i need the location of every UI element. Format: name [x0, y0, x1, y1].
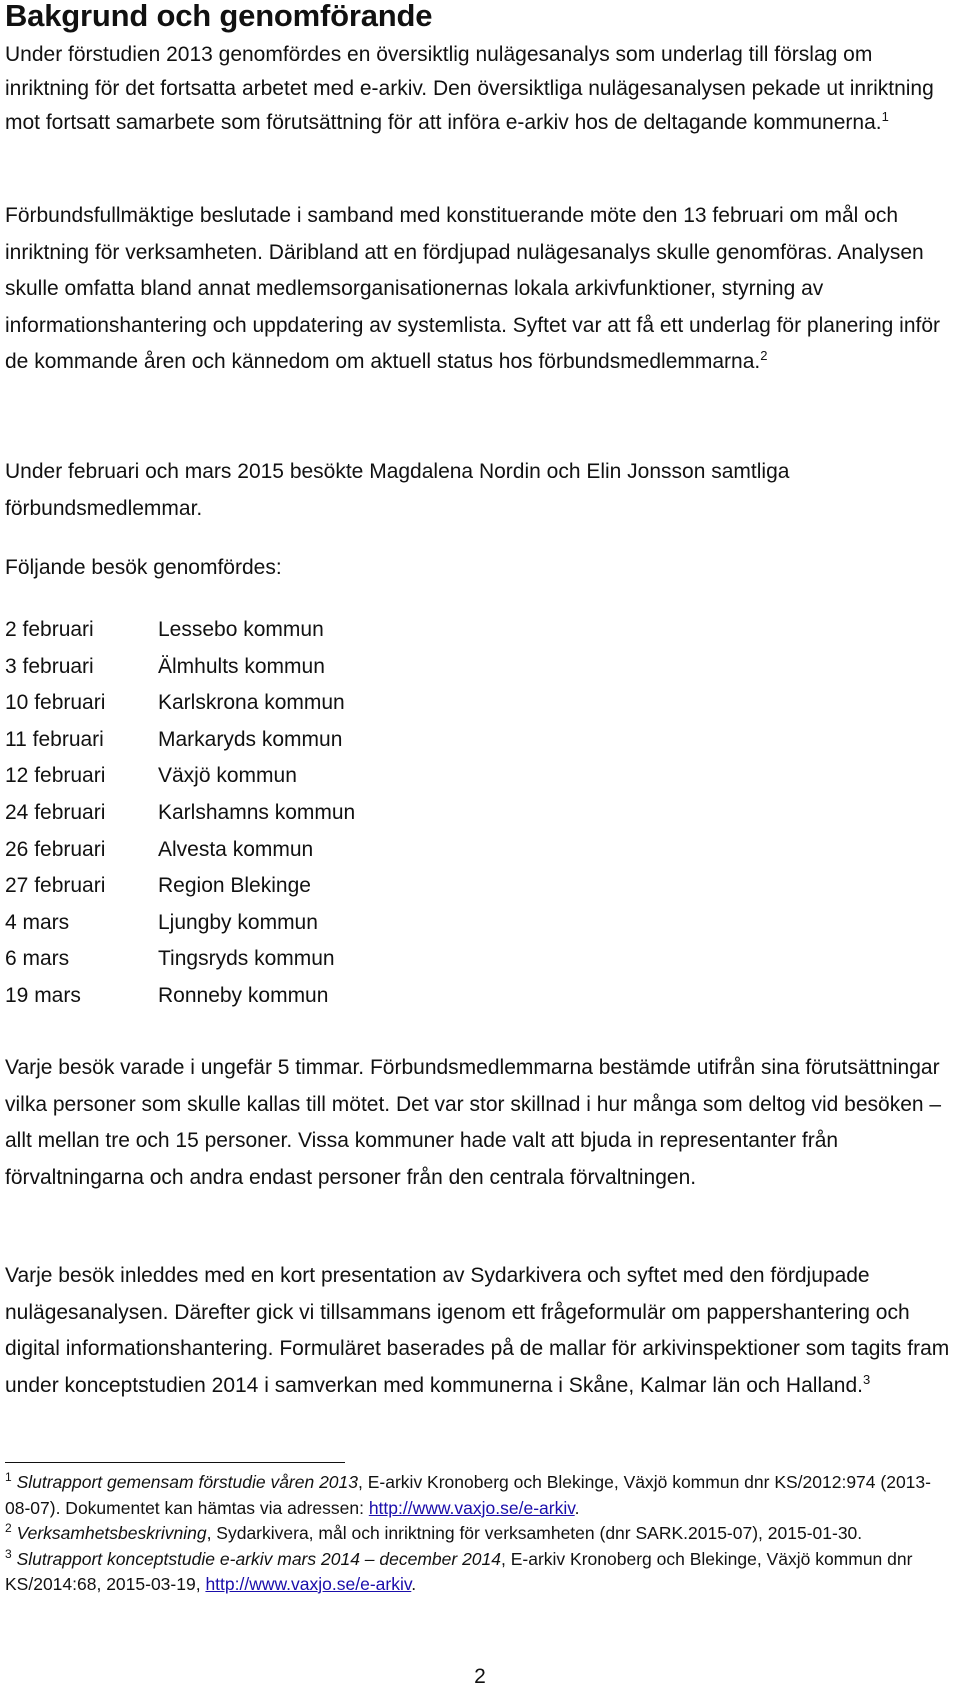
visit-date: 24 februari	[5, 800, 106, 824]
visit-place: Region Blekinge	[158, 874, 311, 898]
visit-place: Tingsryds kommun	[158, 947, 335, 971]
visit-row	[5, 941, 605, 978]
footnote-ref-2[interactable]: 2	[760, 348, 768, 363]
footnote-number: 2	[5, 1521, 12, 1536]
footnote-ref-1[interactable]: 1	[881, 109, 889, 124]
visit-row	[5, 795, 605, 832]
paragraph-visit-duration: Varje besök varade i ungefär 5 timmar. Förbundsmedlemmarna bestämde utifrån sina förutsättningar vilka personer som skulle kallas till mötet. Det var stor skillnad i hur många som deltog vid besöken – allt mellan tre och 15 personer. Vissa kommuner hade valt att bjuda in representanter från förvaltningarna och andra endast personer från den centrala förvaltningen.	[5, 1056, 942, 1189]
visit-place: Ljungby kommun	[158, 910, 318, 934]
visit-date: 3 februari	[5, 654, 94, 678]
footnote-title: Verksamhetsbeskrivning	[16, 1523, 207, 1543]
visit-row	[5, 685, 605, 722]
visit-row	[5, 868, 605, 905]
paragraph-intro	[5, 38, 955, 140]
footnote-text: , Sydarkivera, mål och inriktning för verksamheten (dnr SARK.2015-07), 2015-01-30.	[206, 1523, 863, 1543]
visit-row	[5, 649, 605, 686]
footnote-end: .	[411, 1574, 417, 1594]
paragraph-visits-intro: Under februari och mars 2015 besökte Magdalena Nordin och Elin Jonsson samtliga förbundsmedlemmar.	[5, 460, 790, 520]
visit-place: Karlshamns kommun	[158, 800, 356, 824]
visit-place: Alvesta kommun	[158, 837, 314, 861]
footnote-number: 3	[5, 1546, 12, 1561]
visit-date: 27 februari	[5, 874, 106, 898]
visit-date: 6 mars	[5, 947, 70, 971]
visit-row	[5, 612, 605, 649]
visit-place: Markaryds kommun	[158, 727, 343, 751]
footnote-divider	[5, 1462, 345, 1463]
footnote-title: Slutrapport gemensam förstudie våren 2013	[16, 1472, 359, 1492]
page-number: 2	[474, 1665, 486, 1688]
paragraph-visit-content	[5, 1258, 955, 1404]
paragraph-decision-text: Förbundsfullmäktige beslutade i samband med konstituerande möte den 13 februari om mål och inriktning för verksamheten. Däribland att en fördjupad nulägesanalys skulle genomföras. Analysen skulle omfatta bland annat medlemsorganisationernas lokala arkivfunktioner, styrning av informationshantering och uppdatering av systemlista. Syftet var att få ett underlag för planering inför de kommande åren och kännedom om aktuell status hos förbundsmedlemmarna.	[5, 204, 941, 373]
visit-date: 11 februari	[5, 727, 104, 751]
visit-row	[5, 722, 605, 759]
paragraph-visits-label: Följande besök genomfördes:	[5, 556, 282, 579]
footnote-number: 1	[5, 1470, 12, 1485]
visit-date: 2 februari	[5, 618, 94, 641]
visit-place: Älmhults kommun	[158, 654, 325, 678]
paragraph-intro-text: Under förstudien 2013 genomfördes en översiktlig nulägesanalys som underlag till förslag om inriktning för det fortsatta arbetet med e-arkiv. Den översiktliga nulägesanalysen pekade ut inriktning mot fortsatt samarbete som förutsättning för att införa e-arkiv hos de deltagande kommunerna.	[5, 43, 934, 134]
footnote-3	[5, 1547, 955, 1598]
footnote-ref-3[interactable]: 3	[862, 1371, 871, 1387]
footnotes	[5, 1470, 955, 1598]
footnote-1	[5, 1470, 955, 1521]
visit-row	[5, 905, 605, 942]
footnote-title: Slutrapport konceptstudie e-arkiv mars 2014 – december 2014	[16, 1548, 501, 1569]
footnote-link[interactable]: http://www.vaxjo.se/e-arkiv	[205, 1574, 412, 1594]
paragraph-visit-content-text: Varje besök inleddes med en kort presentation av Sydarkivera och syftet med den fördjupade nulägesanalysen. Därefter gick vi tillsammans igenom ett frågeformulär om pappershantering och digital informationshantering. Formuläret baserades på de mallar för arkivinspektioner som tagits fram under konceptstudien 2014 i samverkan med kommunerna i Skåne, Kalmar län och Halland.	[5, 1264, 950, 1397]
visit-date: 10 februari	[5, 691, 106, 715]
visit-list	[5, 612, 605, 1015]
footnote-link[interactable]: http://www.vaxjo.se/e-arkiv	[368, 1497, 575, 1518]
visit-place: Karlskrona kommun	[158, 691, 345, 715]
visit-place: Lessebo kommun	[158, 618, 324, 641]
footnote-text: , E-arkiv Kronoberg och Blekinge, Växjö kommun dnr KS/2012:974 (2013-08-07). Dokumentet kan hämtas via adressen:	[5, 1472, 931, 1518]
footnote-2	[5, 1521, 955, 1547]
visit-date: 4 mars	[5, 910, 70, 934]
visit-date: 19 mars	[5, 983, 81, 1007]
visit-row	[5, 832, 605, 869]
visit-row	[5, 758, 605, 795]
paragraph-decision	[5, 198, 955, 381]
visit-place: Växjö kommun	[158, 764, 297, 788]
visit-place: Ronneby kommun	[158, 983, 329, 1007]
visit-row	[5, 978, 605, 1015]
visit-date: 26 februari	[5, 837, 106, 861]
section-heading: Bakgrund och genomförande	[5, 0, 433, 33]
footnote-end: .	[574, 1497, 580, 1518]
footnote-text: , E-arkiv Kronoberg och Blekinge, Växjö kommun dnr KS/2014:68, 2015-03-19,	[5, 1548, 913, 1594]
visit-date: 12 februari	[5, 764, 106, 788]
